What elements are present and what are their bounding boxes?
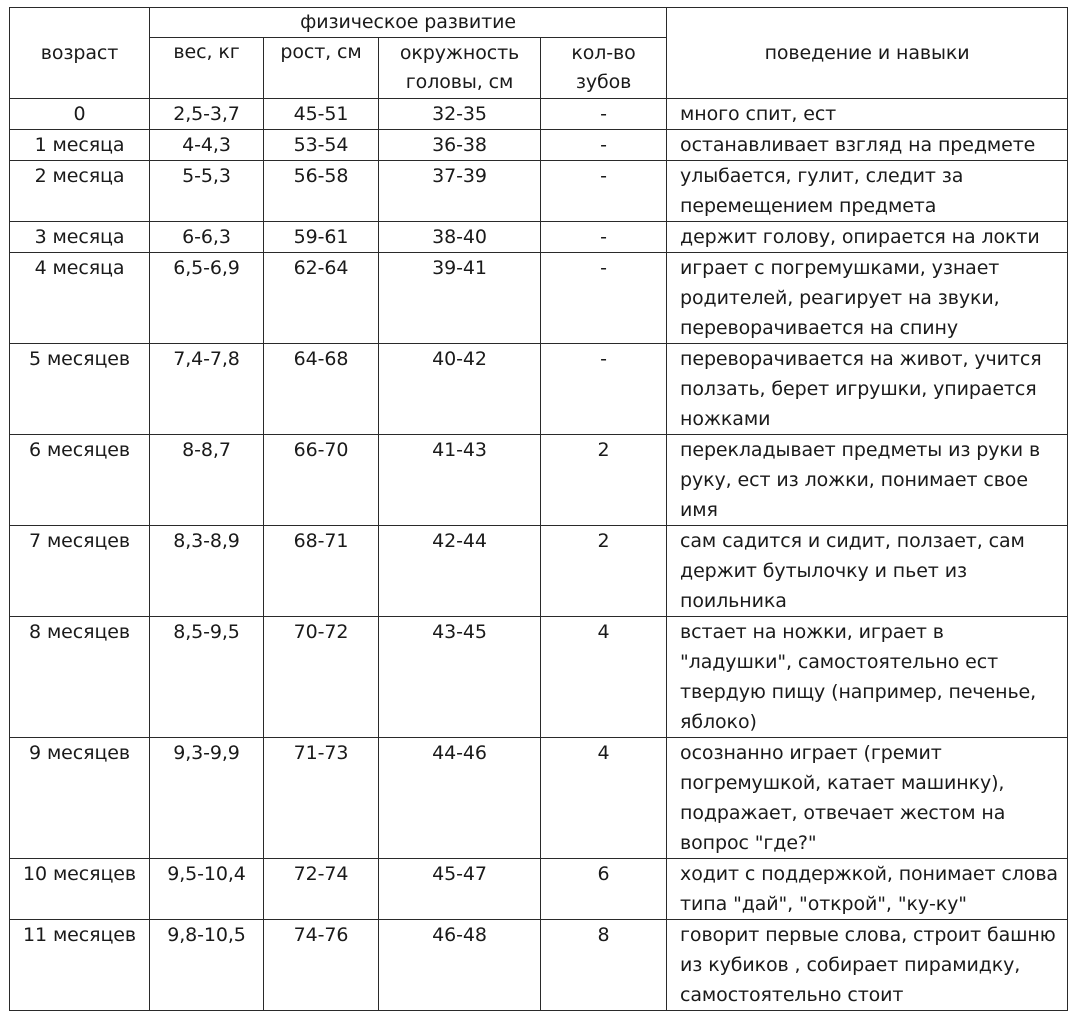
table-row — [10, 130, 1068, 161]
cell-weight: 2,5-3,7 — [150, 99, 264, 130]
header-row-top — [10, 8, 1068, 38]
development-table — [9, 7, 1068, 1011]
cell-height: 68-71 — [264, 526, 379, 617]
cell-head-circumference: 44-46 — [379, 738, 541, 859]
cell-weight: 7,4-7,8 — [150, 344, 264, 435]
cell-teeth-count: - — [541, 253, 667, 344]
header-teeth-count: кол-во зубов — [541, 38, 667, 99]
cell-teeth-count: 6 — [541, 859, 667, 920]
cell-height: 71-73 — [264, 738, 379, 859]
cell-weight: 8,3-8,9 — [150, 526, 264, 617]
cell-teeth-count: - — [541, 130, 667, 161]
cell-weight: 9,5-10,4 — [150, 859, 264, 920]
cell-head-circumference: 32-35 — [379, 99, 541, 130]
cell-behavior: улыбается, гулит, следит за перемещением предмета — [667, 161, 1068, 222]
cell-behavior: держит голову, опирается на локти — [667, 222, 1068, 253]
cell-behavior: ходит с поддержкой, понимает слова типа "дай", "открой", "ку-ку" — [667, 859, 1068, 920]
header-weight: вес, кг — [150, 38, 264, 99]
table-row — [10, 99, 1068, 130]
cell-height: 56-58 — [264, 161, 379, 222]
header-age: возраст — [10, 8, 150, 99]
cell-head-circumference: 37-39 — [379, 161, 541, 222]
cell-behavior: переворачивается на живот, учится ползать, берет игрушки, упирается ножками — [667, 344, 1068, 435]
cell-age: 5 месяцев — [10, 344, 150, 435]
cell-behavior: останавливает взгляд на предмете — [667, 130, 1068, 161]
table-row — [10, 617, 1068, 738]
cell-age: 2 месяца — [10, 161, 150, 222]
cell-age: 6 месяцев — [10, 435, 150, 526]
cell-weight: 4-4,3 — [150, 130, 264, 161]
cell-teeth-count: 2 — [541, 526, 667, 617]
cell-teeth-count: 4 — [541, 617, 667, 738]
header-height: рост, см — [264, 38, 379, 99]
table-row — [10, 435, 1068, 526]
cell-age: 4 месяца — [10, 253, 150, 344]
cell-behavior: перекладывает предметы из руки в руку, ест из ложки, понимает свое имя — [667, 435, 1068, 526]
cell-teeth-count: - — [541, 222, 667, 253]
cell-weight: 9,8-10,5 — [150, 920, 264, 1011]
cell-behavior: играет с погремушками, узнает родителей, реагирует на звуки, переворачивается на спину — [667, 253, 1068, 344]
cell-height: 53-54 — [264, 130, 379, 161]
cell-behavior: сам садится и сидит, ползает, сам держит бутылочку и пьет из поильника — [667, 526, 1068, 617]
cell-head-circumference: 41-43 — [379, 435, 541, 526]
header-physical-development: физическое развитие — [150, 8, 667, 38]
cell-weight: 8-8,7 — [150, 435, 264, 526]
cell-head-circumference: 45-47 — [379, 859, 541, 920]
cell-height: 59-61 — [264, 222, 379, 253]
cell-height: 74-76 — [264, 920, 379, 1011]
cell-behavior: говорит первые слова, строит башню из кубиков , собирает пирамидку, самостоятельно стоит — [667, 920, 1068, 1011]
cell-height: 70-72 — [264, 617, 379, 738]
cell-height: 45-51 — [264, 99, 379, 130]
cell-teeth-count: - — [541, 161, 667, 222]
cell-teeth-count: - — [541, 344, 667, 435]
cell-head-circumference: 38-40 — [379, 222, 541, 253]
cell-height: 66-70 — [264, 435, 379, 526]
header-behavior: поведение и навыки — [667, 8, 1068, 99]
cell-teeth-count: 2 — [541, 435, 667, 526]
cell-weight: 8,5-9,5 — [150, 617, 264, 738]
cell-behavior: осознанно играет (гремит погремушкой, катает машинку), подражает, отвечает жестом на вопрос "где?" — [667, 738, 1068, 859]
cell-behavior: встает на ножки, играет в "ладушки", самостоятельно ест твердую пищу (например, печенье, яблоко) — [667, 617, 1068, 738]
header-head-circumference: окружность головы, см — [379, 38, 541, 99]
table-row — [10, 253, 1068, 344]
table-row — [10, 920, 1068, 1011]
development-table-wrapper — [9, 7, 1068, 1011]
table-row — [10, 526, 1068, 617]
cell-head-circumference: 36-38 — [379, 130, 541, 161]
cell-age: 7 месяцев — [10, 526, 150, 617]
cell-age: 1 месяца — [10, 130, 150, 161]
cell-height: 62-64 — [264, 253, 379, 344]
cell-teeth-count: 8 — [541, 920, 667, 1011]
cell-head-circumference: 42-44 — [379, 526, 541, 617]
cell-age: 10 месяцев — [10, 859, 150, 920]
cell-head-circumference: 43-45 — [379, 617, 541, 738]
cell-height: 72-74 — [264, 859, 379, 920]
cell-head-circumference: 46-48 — [379, 920, 541, 1011]
cell-height: 64-68 — [264, 344, 379, 435]
cell-teeth-count: 4 — [541, 738, 667, 859]
cell-head-circumference: 39-41 — [379, 253, 541, 344]
cell-age: 0 — [10, 99, 150, 130]
cell-age: 3 месяца — [10, 222, 150, 253]
table-row — [10, 344, 1068, 435]
table-row — [10, 859, 1068, 920]
table-row — [10, 738, 1068, 859]
cell-age: 9 месяцев — [10, 738, 150, 859]
table-row — [10, 161, 1068, 222]
cell-teeth-count: - — [541, 99, 667, 130]
cell-weight: 6-6,3 — [150, 222, 264, 253]
cell-age: 11 месяцев — [10, 920, 150, 1011]
cell-head-circumference: 40-42 — [379, 344, 541, 435]
cell-weight: 9,3-9,9 — [150, 738, 264, 859]
cell-age: 8 месяцев — [10, 617, 150, 738]
cell-weight: 6,5-6,9 — [150, 253, 264, 344]
table-row — [10, 222, 1068, 253]
cell-weight: 5-5,3 — [150, 161, 264, 222]
cell-behavior: много спит, ест — [667, 99, 1068, 130]
